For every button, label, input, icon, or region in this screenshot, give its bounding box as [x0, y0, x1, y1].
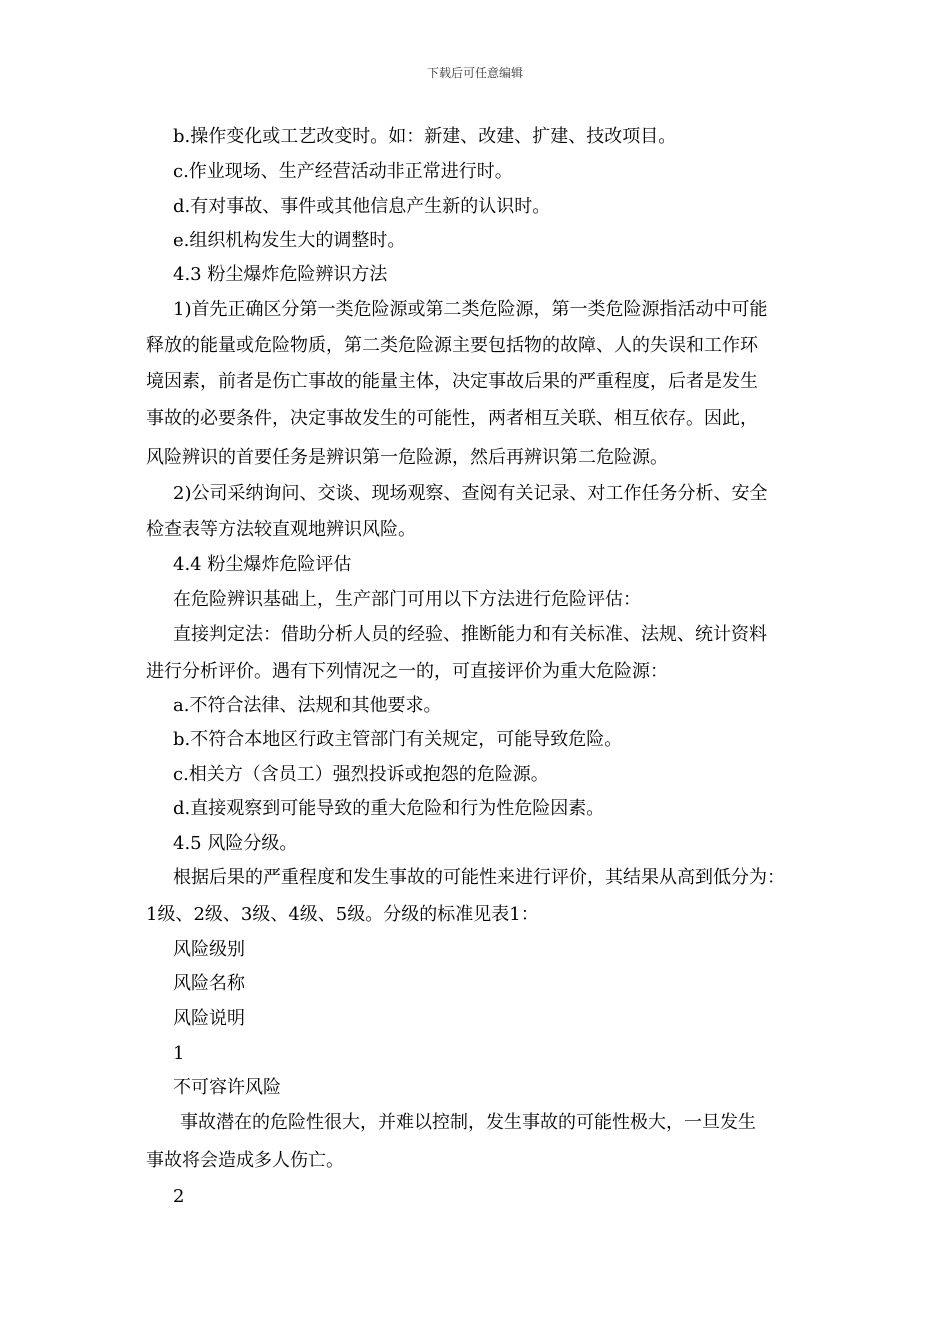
paragraph-line: e.组织机构发生大的调整时。	[173, 230, 406, 251]
table-cell: 1	[173, 1043, 185, 1064]
paragraph-line: d.直接观察到可能导致的重大危险和行为性危险因素。	[173, 798, 605, 819]
table-cell: 事故将会造成多人伤亡。	[146, 1150, 344, 1171]
page-header-note: 下载后可任意编辑	[426, 66, 523, 80]
paragraph-line: b.操作变化或工艺改变时。如：新建、改建、扩建、技改项目。	[173, 126, 677, 147]
paragraph-line: 直接判定法：借助分析人员的经验、推断能力和有关标准、法规、统计资料	[173, 624, 767, 645]
section-heading: 4.3 粉尘爆炸危险辨识方法	[173, 264, 388, 285]
paragraph-line: 在危险辨识基础上，生产部门可用以下方法进行危险评估：	[173, 589, 641, 610]
table-cell: 不可容许风险	[173, 1077, 281, 1098]
paragraph-line: 境因素，前者是伤亡事故的能量主体，决定事故后果的严重程度，后者是发生	[146, 371, 758, 392]
section-heading: 4.5 风险分级。	[173, 833, 298, 854]
paragraph-line: b.不符合本地区行政主管部门有关规定，可能导致危险。	[173, 729, 623, 750]
paragraph-line: 根据后果的严重程度和发生事故的可能性来进行评价，其结果从高到低分为：	[173, 867, 785, 888]
paragraph-line: 风险辨识的首要任务是辨识第一危险源，然后再辨识第二危险源。	[146, 447, 668, 468]
table-cell: 风险说明	[173, 1008, 245, 1029]
table-cell: 事故潜在的危险性很大，并难以控制，发生事故的可能性极大，一旦发生	[180, 1112, 756, 1133]
paragraph-line: c.作业现场、生产经营活动非正常进行时。	[173, 161, 513, 182]
paragraph-line: 进行分析评价。遇有下列情况之一的，可直接评价为重大危险源：	[146, 661, 668, 682]
paragraph-line: 释放的能量或危险物质，第二类危险源主要包括物的故障、人的失误和工作环	[146, 335, 758, 356]
section-heading: 4.4 粉尘爆炸危险评估	[173, 554, 352, 575]
paragraph-line: 事故的必要条件，决定事故发生的可能性，两者相互关联、相互依存。因此，	[146, 408, 758, 429]
paragraph-line: 2)公司采纳询问、交谈、现场观察、查阅有关记录、对工作任务分析、安全	[173, 483, 768, 504]
paragraph-line: c.相关方（含员工）强烈投诉或抱怨的危险源。	[173, 764, 549, 785]
table-cell: 2	[173, 1186, 185, 1207]
paragraph-line: 检查表等方法较直观地辨识风险。	[146, 519, 416, 540]
paragraph-line: 1级、2级、3级、4级、5级。分级的标准见表1：	[146, 904, 539, 925]
table-cell: 风险名称	[173, 973, 245, 994]
paragraph-line: a.不符合法律、法规和其他要求。	[173, 695, 442, 716]
paragraph-line: d.有对事故、事件或其他信息产生新的认识时。	[173, 196, 551, 217]
table-cell: 风险级别	[173, 939, 245, 960]
paragraph-line: 1)首先正确区分第一类危险源或第二类危险源，第一类危险源指活动中可能	[173, 299, 768, 320]
